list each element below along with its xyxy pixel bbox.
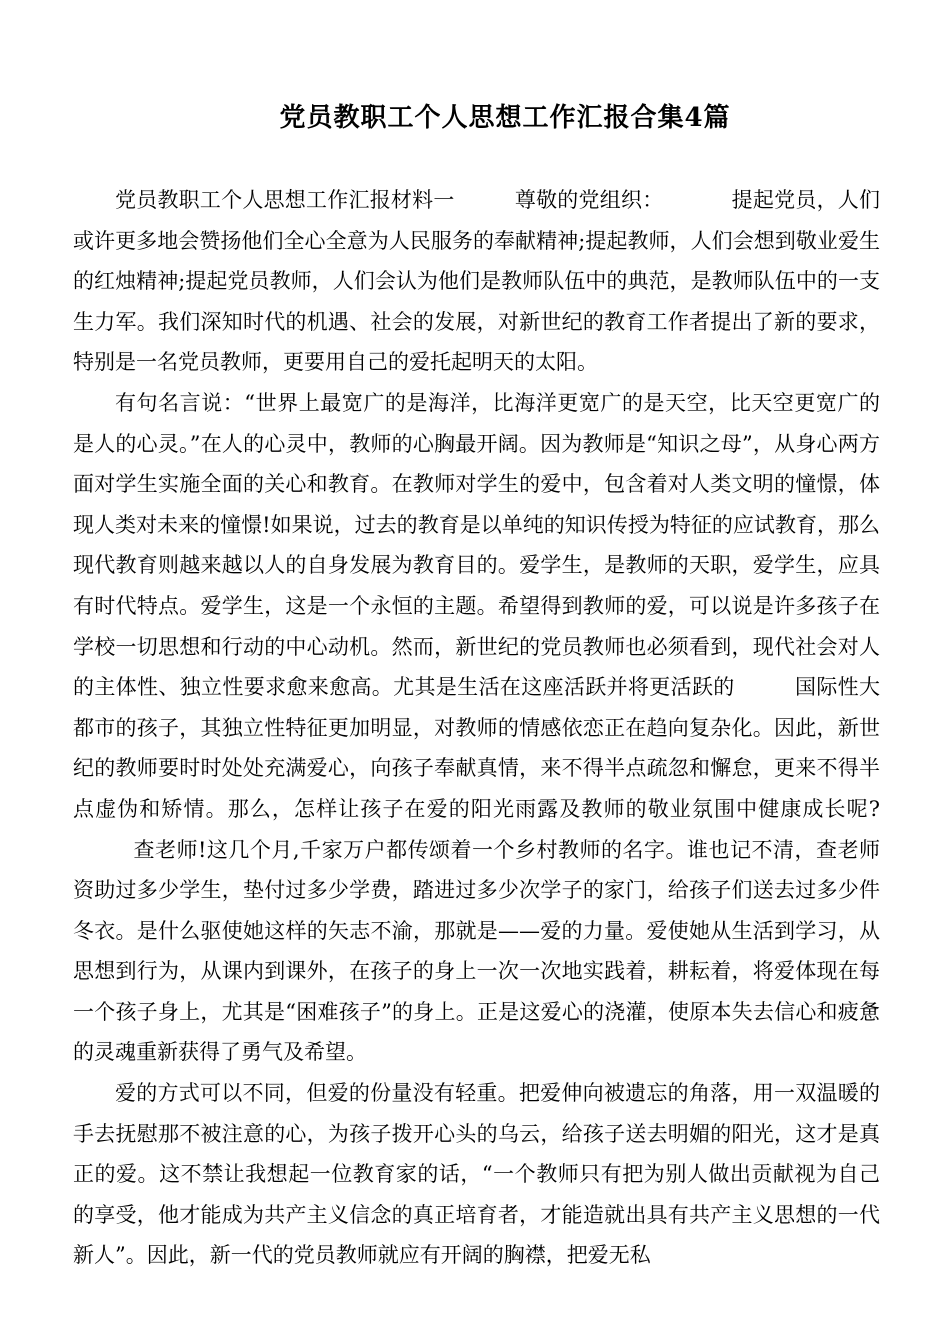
document-title: 党员教职工个人思想工作汇报合集4篇 <box>279 103 731 133</box>
paragraph-text: 有句名言说：“世界上最宽广的是海洋，比海洋更宽广的是天空，比天空更宽广的是人的心灵。”在人的心灵中，教师的心胸最开阔。因为教师是“知识之母”，从身心两方面对学生实施全面的关心和教育。在教师对学生的爱中，包含着对人类文明的憧憬，体现人类对未来的憧憬!如果说，过去的教育是以单纯的知识传授为特征的应试教育，那么现代教育则越来越以人的自身发展为教育目的。爱学生，是教师的天职，爱学生，应具有时代特点。爱学生，这是一个永恒的主题。希望得到教师的爱，可以说是许多孩子在学校一切思想和行动的中心动机。然而，新世纪的党员教师也必须看到，现代社会对人的主体性、独立性要求愈来愈高。尤其是生活在这座活跃并将更活跃的 <box>73 390 880 700</box>
paragraph-text: 查老师!这几个月,千家万户都传颂着一个乡村教师的名字。谁也记不清，查老师资助过多少学生，垫付过多少学费，踏进过多少次学子的家门，给孩子们送去过多少件冬衣。是什么驱使她这样的矢志不渝，那就是——爱的力量。爱使她从生活到学习，从思想到行为，从课内到课外，在孩子的身上一次一次地实践着，耕耘着，将爱体现在每一个孩子身上，尤其是“困难孩子”的身上。正是这爱心的浇灌，使原本失去信心和疲惫的灵魂重新获得了勇气及希望。 <box>73 837 880 1065</box>
paragraph-1 <box>73 180 880 383</box>
paragraph-text: 爱的方式可以不同，但爱的份量没有轻重。把爱伸向被遗忘的角落，用一双温暖的手去抚慰那不被注意的心，为孩子拨开心头的乌云，给孩子送去明媚的阳光，这才是真正的爱。这不禁让我想起一位教育家的话，“一个教师只有把为别人做出贡献视为自己的享受，他才能成为共产主义信念的真正培育者，才能造就出具有共产主义思想的一代新人”。因此，新一代的党员教师就应有开阔的胸襟，把爱无私 <box>73 1081 880 1268</box>
paragraph-3 <box>73 1073 880 1276</box>
paragraph-text: 国际性大都市的孩子，其独立性特征更加明显，对教师的情感依恋正在趋向复杂化。因此，新世纪的教师要时时处处充满爱心，向孩子奉献真情，来不得半点疏忽和懈怠，更来不得半点虚伪和矫情。那么，怎样让孩子在爱的阳光雨露及教师的敬业氛围中健康成长呢? <box>73 675 881 821</box>
document-body <box>73 180 880 1276</box>
paragraph-text: 提起党员，人们或许更多地会赞扬他们全心全意为人民服务的奉献精神;提起教师，人们会想到敬业爱生的红烛精神;提起党员教师，人们会认为他们是教师队伍中的典范，是教师队伍中的一支生力军。我们深知时代的机遇、社会的发展，对新世纪的教育工作者提出了新的要求，特别是一名党员教师，更要用自己的爱托起明天的太阳。 <box>73 188 881 375</box>
report-heading-text: 党员教职工个人思想工作汇报材料一 <box>115 188 455 212</box>
salutation-text: 尊敬的党组织： <box>514 188 664 212</box>
paragraph-2 <box>73 383 880 1073</box>
